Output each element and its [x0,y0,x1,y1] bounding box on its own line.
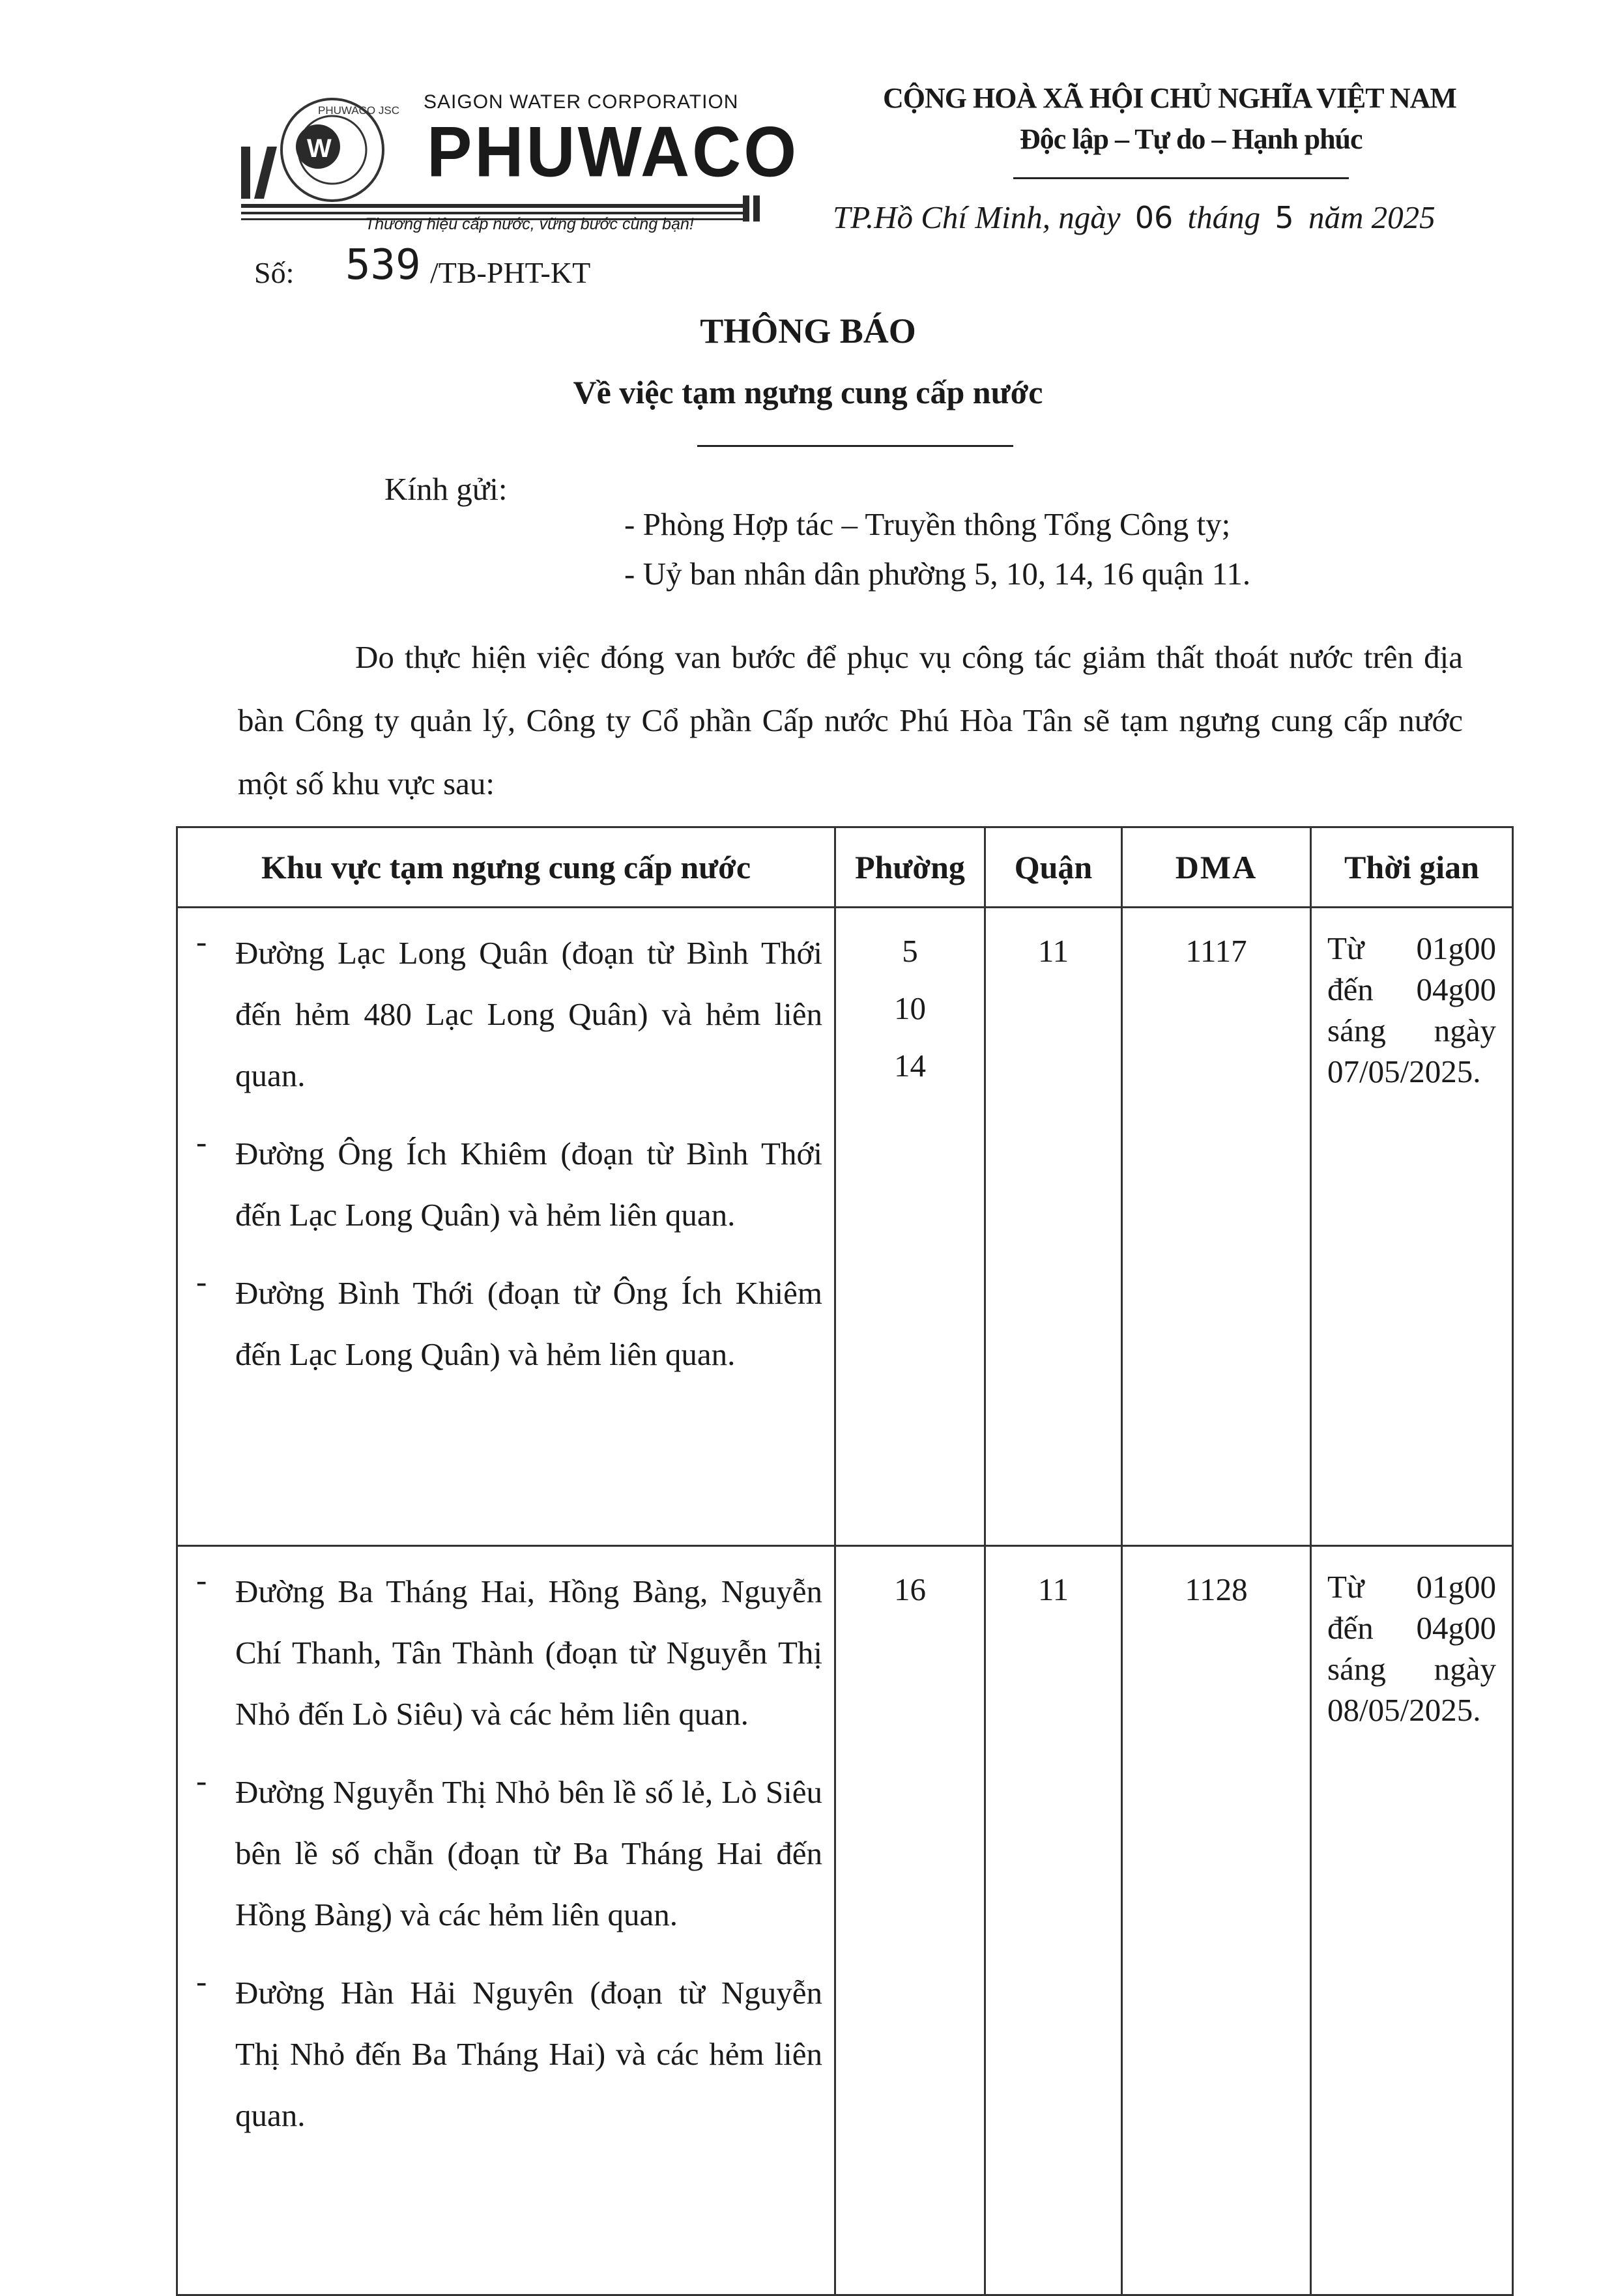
table-row [177,1546,1513,2295]
place-date [833,199,1436,236]
date-month: 5 [1275,200,1294,235]
country-name: CỘNG HOÀ XÃ HỘI CHỦ NGHĨA VIỆT NAM [883,82,1456,114]
ward-cell [835,908,985,1546]
dma-cell: 1128 [1122,1546,1311,2295]
area-item-text: Đường Lạc Long Quân (đoạn từ Bình Thới đến hẻm 480 Lạc Long Quân) và hẻm liên quan. [235,935,822,1093]
outage-table [176,826,1514,2296]
header-time: Thời gian [1311,827,1513,908]
time-cell: Từ 01g00 đến 04g00 sáng ngày 07/05/2025. [1311,908,1513,1546]
recipient-2: - Uỷ ban nhân dân phường 5, 10, 14, 16 quận 11. [624,556,1251,592]
header-dma: DMA [1122,827,1311,908]
title-divider [697,445,1013,447]
ward-value: 16 [894,1571,926,1607]
motto-underline [1013,177,1349,179]
header-district: Quận [985,827,1122,908]
area-item: - Đường Hàn Hải Nguyên (đoạn từ Nguyễn Thị Nhỏ đến Ba Tháng Hai) và các hẻm liên quan. [196,1962,822,2146]
document-subtitle: Về việc tạm ngưng cung cấp nước [573,374,1043,410]
area-item-text: Đường Bình Thới (đoạn từ Ông Ích Khiêm đến Lạc Long Quân) và hẻm liên quan. [235,1275,822,1372]
area-item-text: Đường Nguyễn Thị Nhỏ bên lề số lẻ, Lò Siêu bên lề số chẵn (đoạn từ Ba Tháng Hai đến Hồng Bàng) và các hẻm liên quan. [235,1774,822,1932]
date-year: năm 2025 [1308,199,1436,235]
ward-value: 14 [894,1048,926,1083]
header-area: Khu vực tạm ngưng cung cấp nước [177,827,835,908]
header-ward: Phường [835,827,985,908]
svg-text:W: W [307,134,332,163]
area-cell [177,908,835,1546]
district-cell: 11 [985,1546,1122,2295]
area-item: - Đường Ông Ích Khiêm (đoạn từ Bình Thới đến Lạc Long Quân) và hẻm liên quan. [196,1123,822,1246]
national-motto: Độc lập – Tự do – Hạnh phúc [1020,123,1363,155]
area-item-text: Đường Ba Tháng Hai, Hồng Bàng, Nguyễn Chí Thanh, Tân Thành (đoạn từ Nguyễn Thị Nhỏ đến Lò Siêu) và các hẻm liên quan. [235,1573,822,1732]
area-item-text: Đường Ông Ích Khiêm (đoạn từ Bình Thới đến Lạc Long Quân) và hẻm liên quan. [235,1136,822,1233]
brand-name: PHUWACO [427,113,800,192]
ward-value: 5 [902,933,918,969]
area-item: - Đường Bình Thới (đoạn từ Ông Ích Khiêm đến Lạc Long Quân) và hẻm liên quan. [196,1263,822,1385]
intro-paragraph: Do thực hiện việc đóng van bước để phục vụ công tác giảm thất thoát nước trên địa bàn Công ty quản lý, Công ty Cổ phần Cấp nước Phú Hòa Tân sẽ tạm ngưng cung cấp nước một số khu vực sau: [238,639,1463,801]
doc-number: 539 [345,241,421,289]
slogan: Thương hiệu cấp nước, vững bước cùng bạn! [365,215,694,233]
ward-cell [835,1546,985,2295]
place-date-prefix: TP.Hồ Chí Minh, ngày [833,199,1121,235]
doc-number-suffix: /TB-PHT-KT [430,256,591,289]
date-day: 06 [1134,200,1174,235]
date-month-label: tháng [1187,199,1261,235]
corporation-name: SAIGON WATER CORPORATION [424,91,739,113]
dma-cell: 1117 [1122,908,1311,1546]
area-item-text: Đường Hàn Hải Nguyên (đoạn từ Nguyễn Thị Nhỏ đến Ba Tháng Hai) và các hẻm liên quan. [235,1975,822,2133]
district-cell: 11 [985,908,1122,1546]
table-header-row [177,827,1513,908]
area-item: - Đường Lạc Long Quân (đoạn từ Bình Thới đến hẻm 480 Lạc Long Quân) và hẻm liên quan. [196,923,822,1106]
area-item: - Đường Ba Tháng Hai, Hồng Bàng, Nguyễn Chí Thanh, Tân Thành (đoạn từ Nguyễn Thị Nhỏ đến Lò Siêu) và các hẻm liên quan. [196,1561,822,1745]
document-title: THÔNG BÁO [700,311,916,351]
area-item: - Đường Nguyễn Thị Nhỏ bên lề số lẻ, Lò Siêu bên lề số chẵn (đoạn từ Ba Tháng Hai đến Hồng Bàng) và các hẻm liên quan. [196,1762,822,1945]
recipient-1: - Phòng Hợp tác – Truyền thông Tổng Công ty; [624,506,1231,542]
doc-number-label: Số: [254,256,295,289]
ward-value: 10 [894,990,926,1026]
time-cell: Từ 01g00 đến 04g00 sáng ngày 08/05/2025. [1311,1546,1513,2295]
table-row [177,908,1513,1546]
salutation: Kính gửi: [384,471,508,507]
logo-ring-text: PHUWACO JSC [318,104,399,117]
area-cell [177,1546,835,2295]
